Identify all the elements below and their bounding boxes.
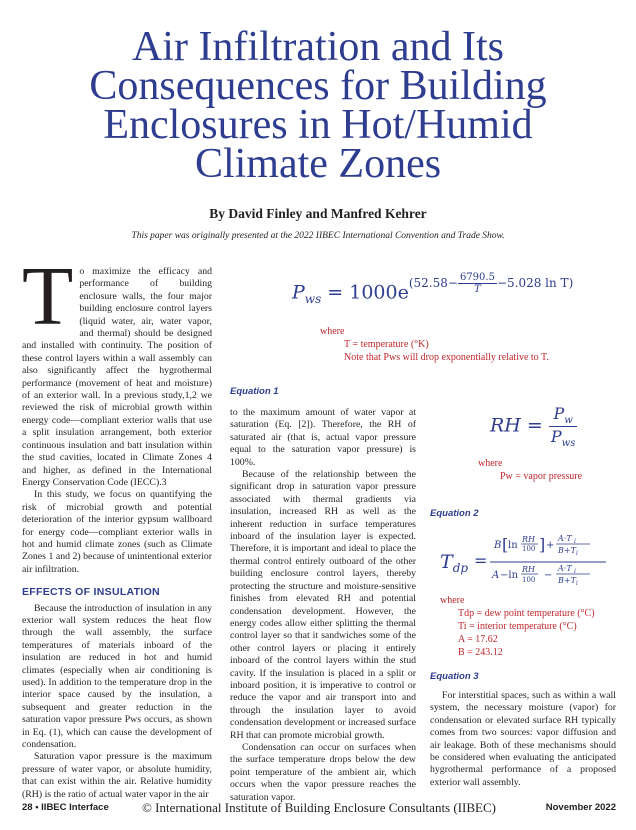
equation-3-label: Equation 3 bbox=[430, 671, 479, 682]
paragraph: For interstitial spaces, such as within a wall system, the necessary moisture (vapor) for condensation or elevated surface RH typically comes from two sources: vapor diffusion and air leakage. Both of these mechanisms should be considered when evaluating the anticipated hygrothermal performance of a proposed exterior wall assembly. bbox=[430, 690, 616, 788]
paragraph: to the maximum amount of water vapor at saturation (Eq. [2]). Therefore, the RH of saturated air (that is, actual vapor pressure equal to the saturation vapor pressure) is 100%. bbox=[230, 407, 416, 468]
issue-date: November 2022 bbox=[545, 802, 616, 813]
svg-text:]: ] bbox=[539, 535, 546, 554]
svg-text:B+T: B+T bbox=[558, 576, 576, 585]
presentation-note: This paper was originally presented at the 2022 IIBEC International Convention and Trade Show. bbox=[131, 231, 505, 241]
svg-text:i: i bbox=[574, 568, 576, 575]
svg-text:B: B bbox=[494, 540, 502, 551]
svg-text:−: − bbox=[544, 570, 553, 581]
svg-text:i: i bbox=[576, 580, 578, 587]
equation-2-label: Equation 2 bbox=[430, 508, 479, 519]
paragraph: In this study, we focus on quantifying the risk of microbial growth and potential deterioration of the interior gypsum wallboard for energy code—compliant exterior walls in hot and humid climate zones (such as Climate Zones 1 and 2) because of unintentional exterior air infiltration. bbox=[22, 489, 212, 575]
svg-text:100: 100 bbox=[522, 545, 536, 553]
title-line: Climate Zones bbox=[194, 141, 442, 187]
equation-3 bbox=[440, 528, 600, 588]
equation-1-label: Equation 1 bbox=[230, 386, 279, 397]
svg-text:A·T: A·T bbox=[558, 534, 572, 543]
equation-2-where: where Pw = vapor pressure bbox=[478, 458, 583, 482]
svg-text:A·T: A·T bbox=[558, 564, 572, 573]
equation-2: RH = $\frac{P_w}{P_{ws}}$ bbox=[490, 404, 576, 450]
svg-text:+: + bbox=[546, 540, 555, 551]
paragraph: Because the introduction of insulation in any exterior wall system reduces the heat flow through the wall assembly, the surface temperatures of materials inboard of the insulation are reduced in hot and humid climates (especially when air conditioning is used). In addition to the temperature drop in the interior space caused by the insulation, a subsequent and greater reduction in the saturation vapor pressure Pws occurs, as shown in Eq. (1), which can cause the development of condensation. bbox=[22, 602, 212, 751]
svg-text:RH: RH bbox=[522, 565, 535, 574]
dew-point-formula bbox=[440, 528, 610, 592]
section-heading: EFFECTS OF INSULATION bbox=[22, 586, 160, 599]
svg-text:ln: ln bbox=[508, 540, 518, 551]
svg-text:100: 100 bbox=[522, 576, 536, 584]
article-title bbox=[20, 24, 616, 187]
svg-text:i: i bbox=[576, 550, 578, 557]
svg-text:i: i bbox=[574, 538, 576, 545]
column-1 bbox=[22, 250, 212, 801]
svg-text:=: = bbox=[474, 551, 488, 570]
equation-3-where: where Tdp = dew point temperature (°C) Ti = interior temperature (°C) A = 17.62 B = 243.12 bbox=[440, 595, 595, 658]
equation-1-where: where T = temperature (°K) Note that Pws will drop exponentially relative to T. bbox=[320, 326, 549, 363]
page-number: 28 • IIBEC Interface bbox=[22, 802, 109, 813]
intro-paragraph: To maximize the efficacy and performance of building enclosure walls, the four major building enclosure control layers (liquid water, air, water vapor, and thermal) should be designed and installed with continuity. The position of these control layers within a wall assembly can also significantly affect the hygrothermal performance (movement of heat and moisture) of an exterior wall. In a previous study,1,2 we reviewed the risk of microbial growth within energy code—compliant exterior walls that use a split insulation arrangement, both exterior continuous insulation and batt insulation within the stud cavities, located in Climate Zones 4 and higher, as defined in the International Energy Conservation Code (IECC).3 bbox=[22, 250, 212, 488]
title-line: Enclosures in Hot/Humid bbox=[103, 102, 533, 148]
drop-cap: T bbox=[22, 250, 74, 343]
svg-text:[: [ bbox=[502, 535, 509, 554]
paragraph: Because of the relationship between the significant drop in saturation vapor pressure associated with thermal gradients via insulation, increased RH as well as the inherent reduction in surface temperatures inboard of the insulation layer is expected. Therefore, it is important and ideal to place the thermal control entirely outboard of the other building enclosure control layers, thereby protecting the structure and moisture-sensitive finishes from elevated RH and potential condensation development. However, the energy codes allow either splitting the thermal control layer so that it sandwiches some of the other control layers or placing it entirely inboard of the control layers within the stud cavity. If the insulation is placed in a split or inboard position, it is imperative to control or reduce the vapor and air transport into and through the insulation layer to avoid condensation development or increased surface RH that can promote microbial growth. bbox=[230, 469, 416, 741]
paragraph: Condensation can occur on surfaces when the surface temperature drops below the dew point temperature of the ambient air, which occurs when the vapor pressure reaches the saturation vapor. bbox=[230, 741, 416, 803]
byline: By David Finley and Manfred Kehrer bbox=[209, 206, 427, 221]
column-3 bbox=[430, 690, 616, 789]
copyright: © International Institute of Building Enclosure Consultants (IIBEC) bbox=[142, 800, 496, 815]
svg-text:A: A bbox=[492, 570, 500, 581]
paragraph: Saturation vapor pressure is the maximum pressure of water vapor, or absolute humidity, that can exist within the air. Relative humidity (RH) is the ratio of actual water vapor in the air bbox=[22, 751, 212, 800]
svg-text:−ln: −ln bbox=[500, 570, 519, 581]
svg-text:RH: RH bbox=[522, 535, 535, 544]
page-footer bbox=[22, 800, 616, 816]
column-2 bbox=[230, 407, 416, 804]
svg-text:Tdp: $T_{dp}$ bbox=[440, 551, 469, 575]
title-line: Air Infiltration and Its bbox=[131, 24, 505, 70]
svg-text:B+T: B+T bbox=[558, 546, 576, 555]
equation-1: $P_{ws} = 1000e^{(52.58- \frac{6790.5}{T} -5.028 ln T)}$ bbox=[292, 272, 574, 307]
title-line: Consequences for Building bbox=[89, 63, 547, 109]
